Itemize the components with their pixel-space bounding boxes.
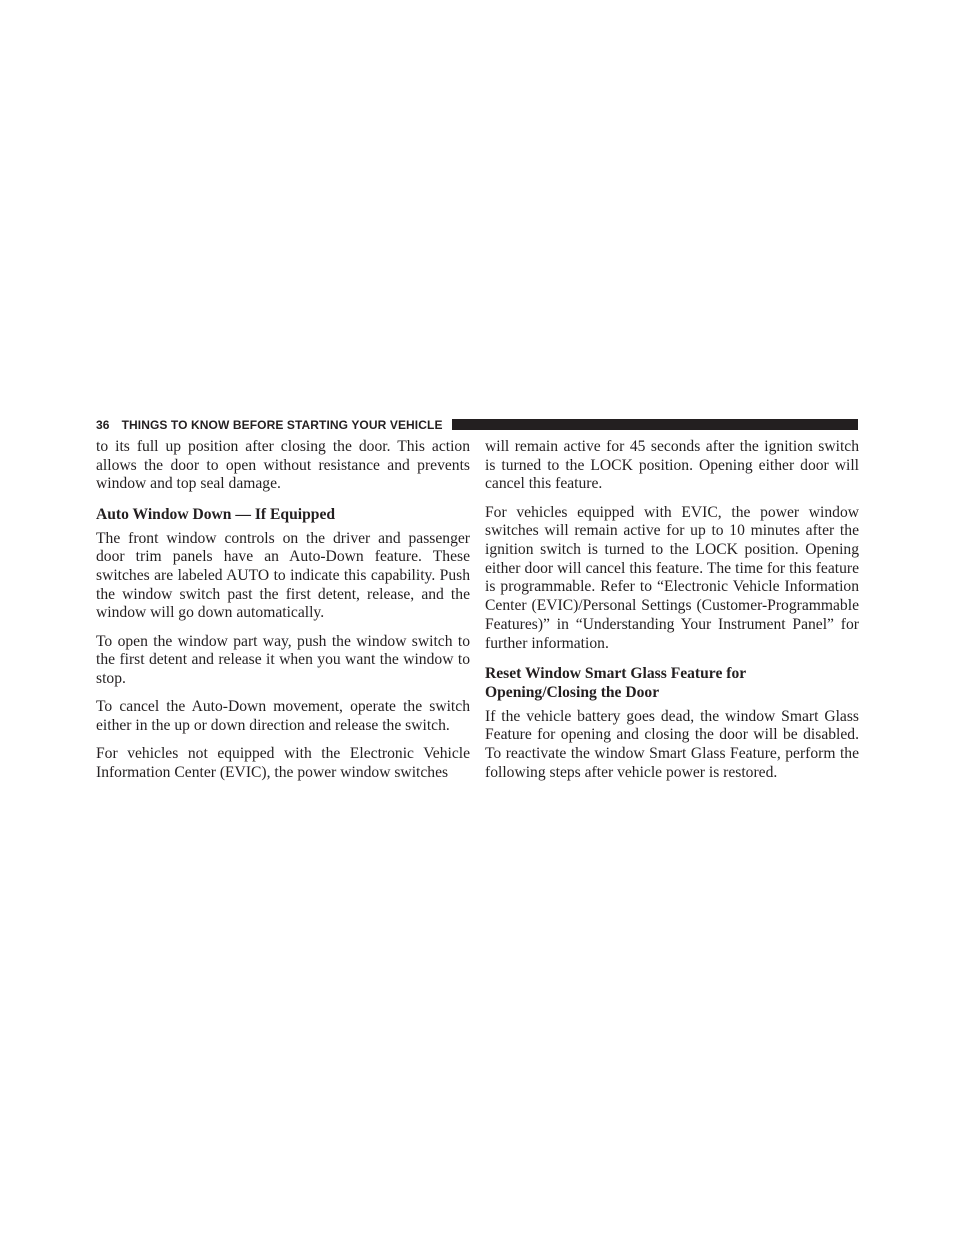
header-rule-bar: [452, 419, 858, 430]
paragraph: The front window controls on the driver and passenger door trim panels have an Auto-Down feature. These switches are labeled AUTO to indicate this capability. Push the window switch past the first detent, release, and the window will go down automatically.: [96, 529, 470, 622]
heading-auto-window-down: Auto Window Down — If Equipped: [96, 505, 336, 523]
page-header: [96, 416, 858, 433]
heading-reset-smart-glass: Reset Window Smart Glass Feature for Opening/Closing the Door: [485, 664, 746, 701]
paragraph: to its full up position after closing the door. This action allows the door to open without resistance and prevents window and top seal damage.: [96, 438, 470, 493]
paragraph: will remain active for 45 seconds after the ignition switch is turned to the LOCK position. Opening either door will cancel this feature.: [485, 438, 859, 493]
section-title: THINGS TO KNOW BEFORE STARTING YOUR VEHICLE: [121, 417, 443, 432]
paragraph: To cancel the Auto-Down movement, operate the switch either in the up or down direction and release the switch.: [96, 698, 470, 734]
page-number: 36: [96, 417, 110, 432]
paragraph: For vehicles equipped with EVIC, the power window switches will remain active for up to 10 minutes after the ignition switch is turned to the LOCK position. Opening either door will cancel this feature. The time for this feature is programmable. Refer to “Electronic Vehicle Information Center (EVIC)/Personal Settings (Customer-Programmable Features)” in “Understanding Your Instrument Panel” for further information.: [485, 503, 859, 652]
paragraph: For vehicles not equipped with the Electronic Vehicle Information Center (EVIC), the power window switches: [96, 745, 470, 781]
left-column: [96, 438, 470, 783]
paragraph: To open the window part way, push the window switch to the first detent and release it when you want the window to stop.: [96, 632, 470, 688]
paragraph: If the vehicle battery goes dead, the window Smart Glass Feature for opening and closing the door will be disabled. To reactivate the window Smart Glass Feature, perform the following steps after vehicle power is restored.: [485, 707, 859, 781]
right-column: [485, 438, 859, 783]
